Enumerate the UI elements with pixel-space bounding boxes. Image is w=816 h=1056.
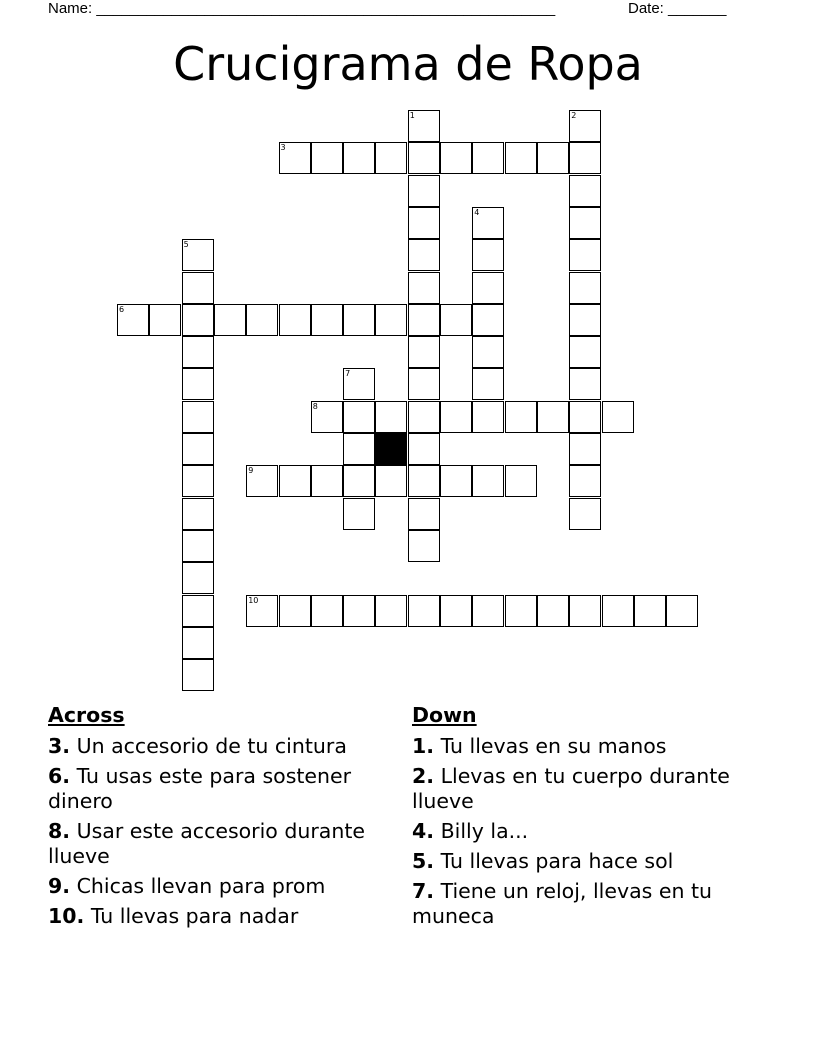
grid-cell[interactable] bbox=[569, 401, 601, 433]
grid-cell[interactable] bbox=[182, 627, 214, 659]
grid-cell[interactable] bbox=[602, 401, 634, 433]
grid-cell[interactable] bbox=[440, 595, 472, 627]
grid-cell[interactable] bbox=[666, 595, 698, 627]
grid-cell[interactable] bbox=[408, 304, 440, 336]
grid-cell[interactable] bbox=[375, 142, 407, 174]
grid-cell[interactable] bbox=[408, 142, 440, 174]
down-clue bbox=[412, 734, 742, 759]
grid-cell[interactable] bbox=[569, 175, 601, 207]
grid-cell[interactable] bbox=[182, 562, 214, 594]
grid-cell[interactable] bbox=[472, 207, 504, 239]
grid-cell[interactable] bbox=[343, 433, 375, 465]
grid-cell[interactable] bbox=[472, 272, 504, 304]
grid-cell[interactable] bbox=[182, 659, 214, 691]
grid-cell[interactable] bbox=[375, 304, 407, 336]
grid-cell[interactable] bbox=[569, 110, 601, 142]
clue-text: Billy la... bbox=[434, 819, 529, 843]
grid-cell[interactable] bbox=[472, 336, 504, 368]
grid-cell[interactable] bbox=[182, 498, 214, 530]
grid-cell[interactable] bbox=[472, 142, 504, 174]
grid-cell[interactable] bbox=[602, 595, 634, 627]
grid-cell[interactable] bbox=[375, 465, 407, 497]
grid-cell[interactable] bbox=[375, 595, 407, 627]
page-title: Crucigrama de Ropa bbox=[173, 37, 643, 91]
grid-cell[interactable] bbox=[408, 368, 440, 400]
clue-text: Tu llevas para hace sol bbox=[434, 849, 674, 873]
grid-cell[interactable] bbox=[569, 336, 601, 368]
grid-cell[interactable] bbox=[408, 433, 440, 465]
clue-number: 2. bbox=[412, 764, 435, 788]
clue-number: 3. bbox=[48, 734, 71, 758]
grid-cell[interactable] bbox=[408, 239, 440, 271]
grid-cell[interactable] bbox=[569, 595, 601, 627]
down-clues bbox=[412, 703, 742, 934]
clue-number: 7. bbox=[412, 879, 435, 903]
clue-text: Tu usas este para sostener dinero bbox=[48, 764, 352, 813]
grid-cell[interactable] bbox=[343, 304, 375, 336]
clue-number: 2 bbox=[571, 111, 577, 120]
clue-number: 5 bbox=[183, 240, 189, 250]
grid-cell[interactable] bbox=[634, 595, 666, 627]
grid-cell[interactable] bbox=[569, 465, 601, 497]
down-heading: Down bbox=[412, 703, 477, 727]
clue-text: Chicas llevan para prom bbox=[70, 874, 326, 898]
grid-cell[interactable] bbox=[408, 465, 440, 497]
grid-cell[interactable] bbox=[311, 595, 343, 627]
grid-cell[interactable] bbox=[505, 595, 537, 627]
clue-number: 8 bbox=[312, 401, 318, 411]
grid-cell[interactable] bbox=[440, 142, 472, 174]
grid-cell[interactable] bbox=[408, 207, 440, 239]
grid-cell[interactable] bbox=[472, 368, 504, 400]
grid-cell[interactable] bbox=[311, 304, 343, 336]
grid-cell[interactable] bbox=[408, 595, 440, 627]
grid-cell[interactable] bbox=[569, 142, 601, 174]
down-clue bbox=[412, 849, 742, 874]
grid-cell[interactable] bbox=[343, 465, 375, 497]
clue-number: 10. bbox=[48, 904, 85, 928]
grid-cell[interactable] bbox=[182, 595, 214, 627]
grid-cell[interactable] bbox=[505, 465, 537, 497]
grid-cell[interactable] bbox=[343, 368, 375, 400]
grid-block bbox=[375, 433, 407, 465]
down-clue bbox=[412, 819, 742, 844]
grid-cell[interactable] bbox=[440, 304, 472, 336]
across-clues bbox=[48, 703, 393, 934]
across-clue bbox=[48, 764, 393, 814]
across-clue bbox=[48, 734, 393, 759]
clue-text: Tu llevas en su manos bbox=[434, 734, 667, 758]
grid-cell[interactable] bbox=[569, 433, 601, 465]
grid-cell[interactable] bbox=[537, 595, 569, 627]
grid-cell[interactable] bbox=[408, 401, 440, 433]
grid-cell[interactable] bbox=[311, 142, 343, 174]
grid-cell[interactable] bbox=[279, 465, 311, 497]
grid-cell[interactable] bbox=[408, 110, 440, 142]
grid-cell[interactable] bbox=[182, 465, 214, 497]
grid-cell[interactable] bbox=[246, 304, 278, 336]
grid-cell[interactable] bbox=[343, 142, 375, 174]
clue-number: 10 bbox=[248, 595, 259, 605]
clue-number: 6. bbox=[48, 764, 71, 788]
grid-cell[interactable] bbox=[246, 465, 278, 497]
grid-cell[interactable] bbox=[408, 336, 440, 368]
grid-cell[interactable] bbox=[472, 239, 504, 271]
clue-number: 9. bbox=[48, 874, 71, 898]
grid-cell[interactable] bbox=[182, 401, 214, 433]
across-heading: Across bbox=[48, 703, 125, 727]
grid-cell[interactable] bbox=[375, 401, 407, 433]
grid-cell[interactable] bbox=[537, 142, 569, 174]
grid-cell[interactable] bbox=[569, 368, 601, 400]
grid-cell[interactable] bbox=[537, 401, 569, 433]
grid-cell[interactable] bbox=[246, 595, 278, 627]
grid-cell[interactable] bbox=[279, 595, 311, 627]
clue-text: Un accesorio de tu cintura bbox=[70, 734, 347, 758]
clue-number: 1 bbox=[409, 111, 415, 120]
grid-cell[interactable] bbox=[182, 433, 214, 465]
grid-cell[interactable] bbox=[569, 498, 601, 530]
grid-cell[interactable] bbox=[408, 530, 440, 562]
grid-cell[interactable] bbox=[569, 272, 601, 304]
grid-cell[interactable] bbox=[505, 401, 537, 433]
grid-cell[interactable] bbox=[472, 401, 504, 433]
grid-cell[interactable] bbox=[149, 304, 181, 336]
grid-cell[interactable] bbox=[279, 142, 311, 174]
grid-cell[interactable] bbox=[182, 368, 214, 400]
clue-number: 7 bbox=[345, 369, 351, 379]
clue-text: Tu llevas para nadar bbox=[84, 904, 299, 928]
grid-cell[interactable] bbox=[343, 498, 375, 530]
grid-cell[interactable] bbox=[311, 401, 343, 433]
grid-cell[interactable] bbox=[182, 530, 214, 562]
grid-cell[interactable] bbox=[182, 239, 214, 271]
clue-number: 4. bbox=[412, 819, 435, 843]
grid-cell[interactable] bbox=[569, 304, 601, 336]
grid-cell[interactable] bbox=[569, 239, 601, 271]
grid-cell[interactable] bbox=[343, 401, 375, 433]
grid-cell[interactable] bbox=[440, 401, 472, 433]
grid-cell[interactable] bbox=[214, 304, 246, 336]
grid-cell[interactable] bbox=[408, 272, 440, 304]
grid-cell[interactable] bbox=[408, 498, 440, 530]
down-clue bbox=[412, 764, 742, 814]
grid-cell[interactable] bbox=[569, 207, 601, 239]
clue-number: 9 bbox=[248, 466, 254, 476]
date-field-label: Date: _______ bbox=[628, 0, 727, 17]
grid-cell[interactable] bbox=[408, 175, 440, 207]
clue-number: 8. bbox=[48, 819, 71, 843]
clue-number: 3 bbox=[280, 143, 286, 153]
across-clue bbox=[48, 874, 393, 899]
grid-cell[interactable] bbox=[117, 304, 149, 336]
grid-cell[interactable] bbox=[472, 465, 504, 497]
grid-cell[interactable] bbox=[182, 304, 214, 336]
grid-cell[interactable] bbox=[343, 595, 375, 627]
grid-cell[interactable] bbox=[182, 336, 214, 368]
grid-cell[interactable] bbox=[505, 142, 537, 174]
grid-cell[interactable] bbox=[472, 304, 504, 336]
across-clue bbox=[48, 904, 393, 929]
clue-text: Usar este accesorio durante llueve bbox=[48, 819, 365, 868]
clue-number: 4 bbox=[474, 207, 480, 217]
grid-cell[interactable] bbox=[182, 272, 214, 304]
clue-text: Tiene un reloj, llevas en tu muneca bbox=[412, 879, 713, 928]
down-clue bbox=[412, 879, 742, 929]
clue-number: 5. bbox=[412, 849, 435, 873]
name-field-label: Name: _______________________________________________________ bbox=[48, 0, 556, 17]
clue-number: 1. bbox=[412, 734, 435, 758]
grid-cell[interactable] bbox=[440, 465, 472, 497]
across-clue bbox=[48, 819, 393, 869]
grid-cell[interactable] bbox=[279, 304, 311, 336]
grid-cell[interactable] bbox=[311, 465, 343, 497]
grid-cell[interactable] bbox=[472, 595, 504, 627]
clue-number: 6 bbox=[119, 304, 125, 314]
clue-text: Llevas en tu cuerpo durante llueve bbox=[412, 764, 730, 813]
